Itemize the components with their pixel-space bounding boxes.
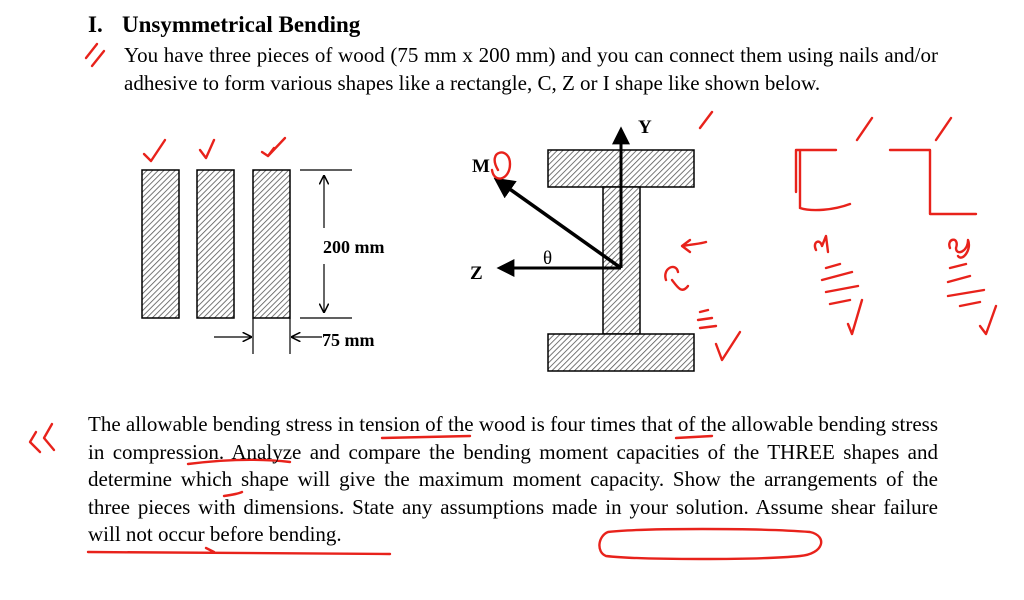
wood-piece-3 [253, 170, 290, 318]
y-axis-label: Y [638, 117, 652, 138]
z-axis-label: Z [470, 263, 483, 284]
wood-piece-1 [142, 170, 179, 318]
height-label: 200 mm [323, 237, 385, 257]
intro-paragraph: You have three pieces of wood (75 mm x 200 mm) and you can connect them using nails and/or adhesive to form various shapes like a rectangle, C, Z or I shape like shown below. [124, 43, 938, 95]
i-section-bottom-flange [548, 334, 694, 371]
moment-label: M [472, 156, 490, 177]
width-dimension [214, 318, 322, 354]
wood-piece-2 [197, 170, 234, 318]
width-label: 75 mm [322, 330, 375, 350]
angle-label: θ [543, 248, 553, 269]
section-title: Unsymmetrical Bending [122, 12, 361, 37]
section-number: I. [88, 12, 103, 37]
task-paragraph: The allowable bending stress in tension of the wood is four times that of the allowable bending stress in compression. Analyze and compare the bending moment capacities of the THREE shapes and determine which shape will give the maximum moment capacity. Show the arrangements of the three pieces with dimensions. State any assumptions made in your solution. Assume shear failure will not occur before bending. [88, 412, 938, 546]
